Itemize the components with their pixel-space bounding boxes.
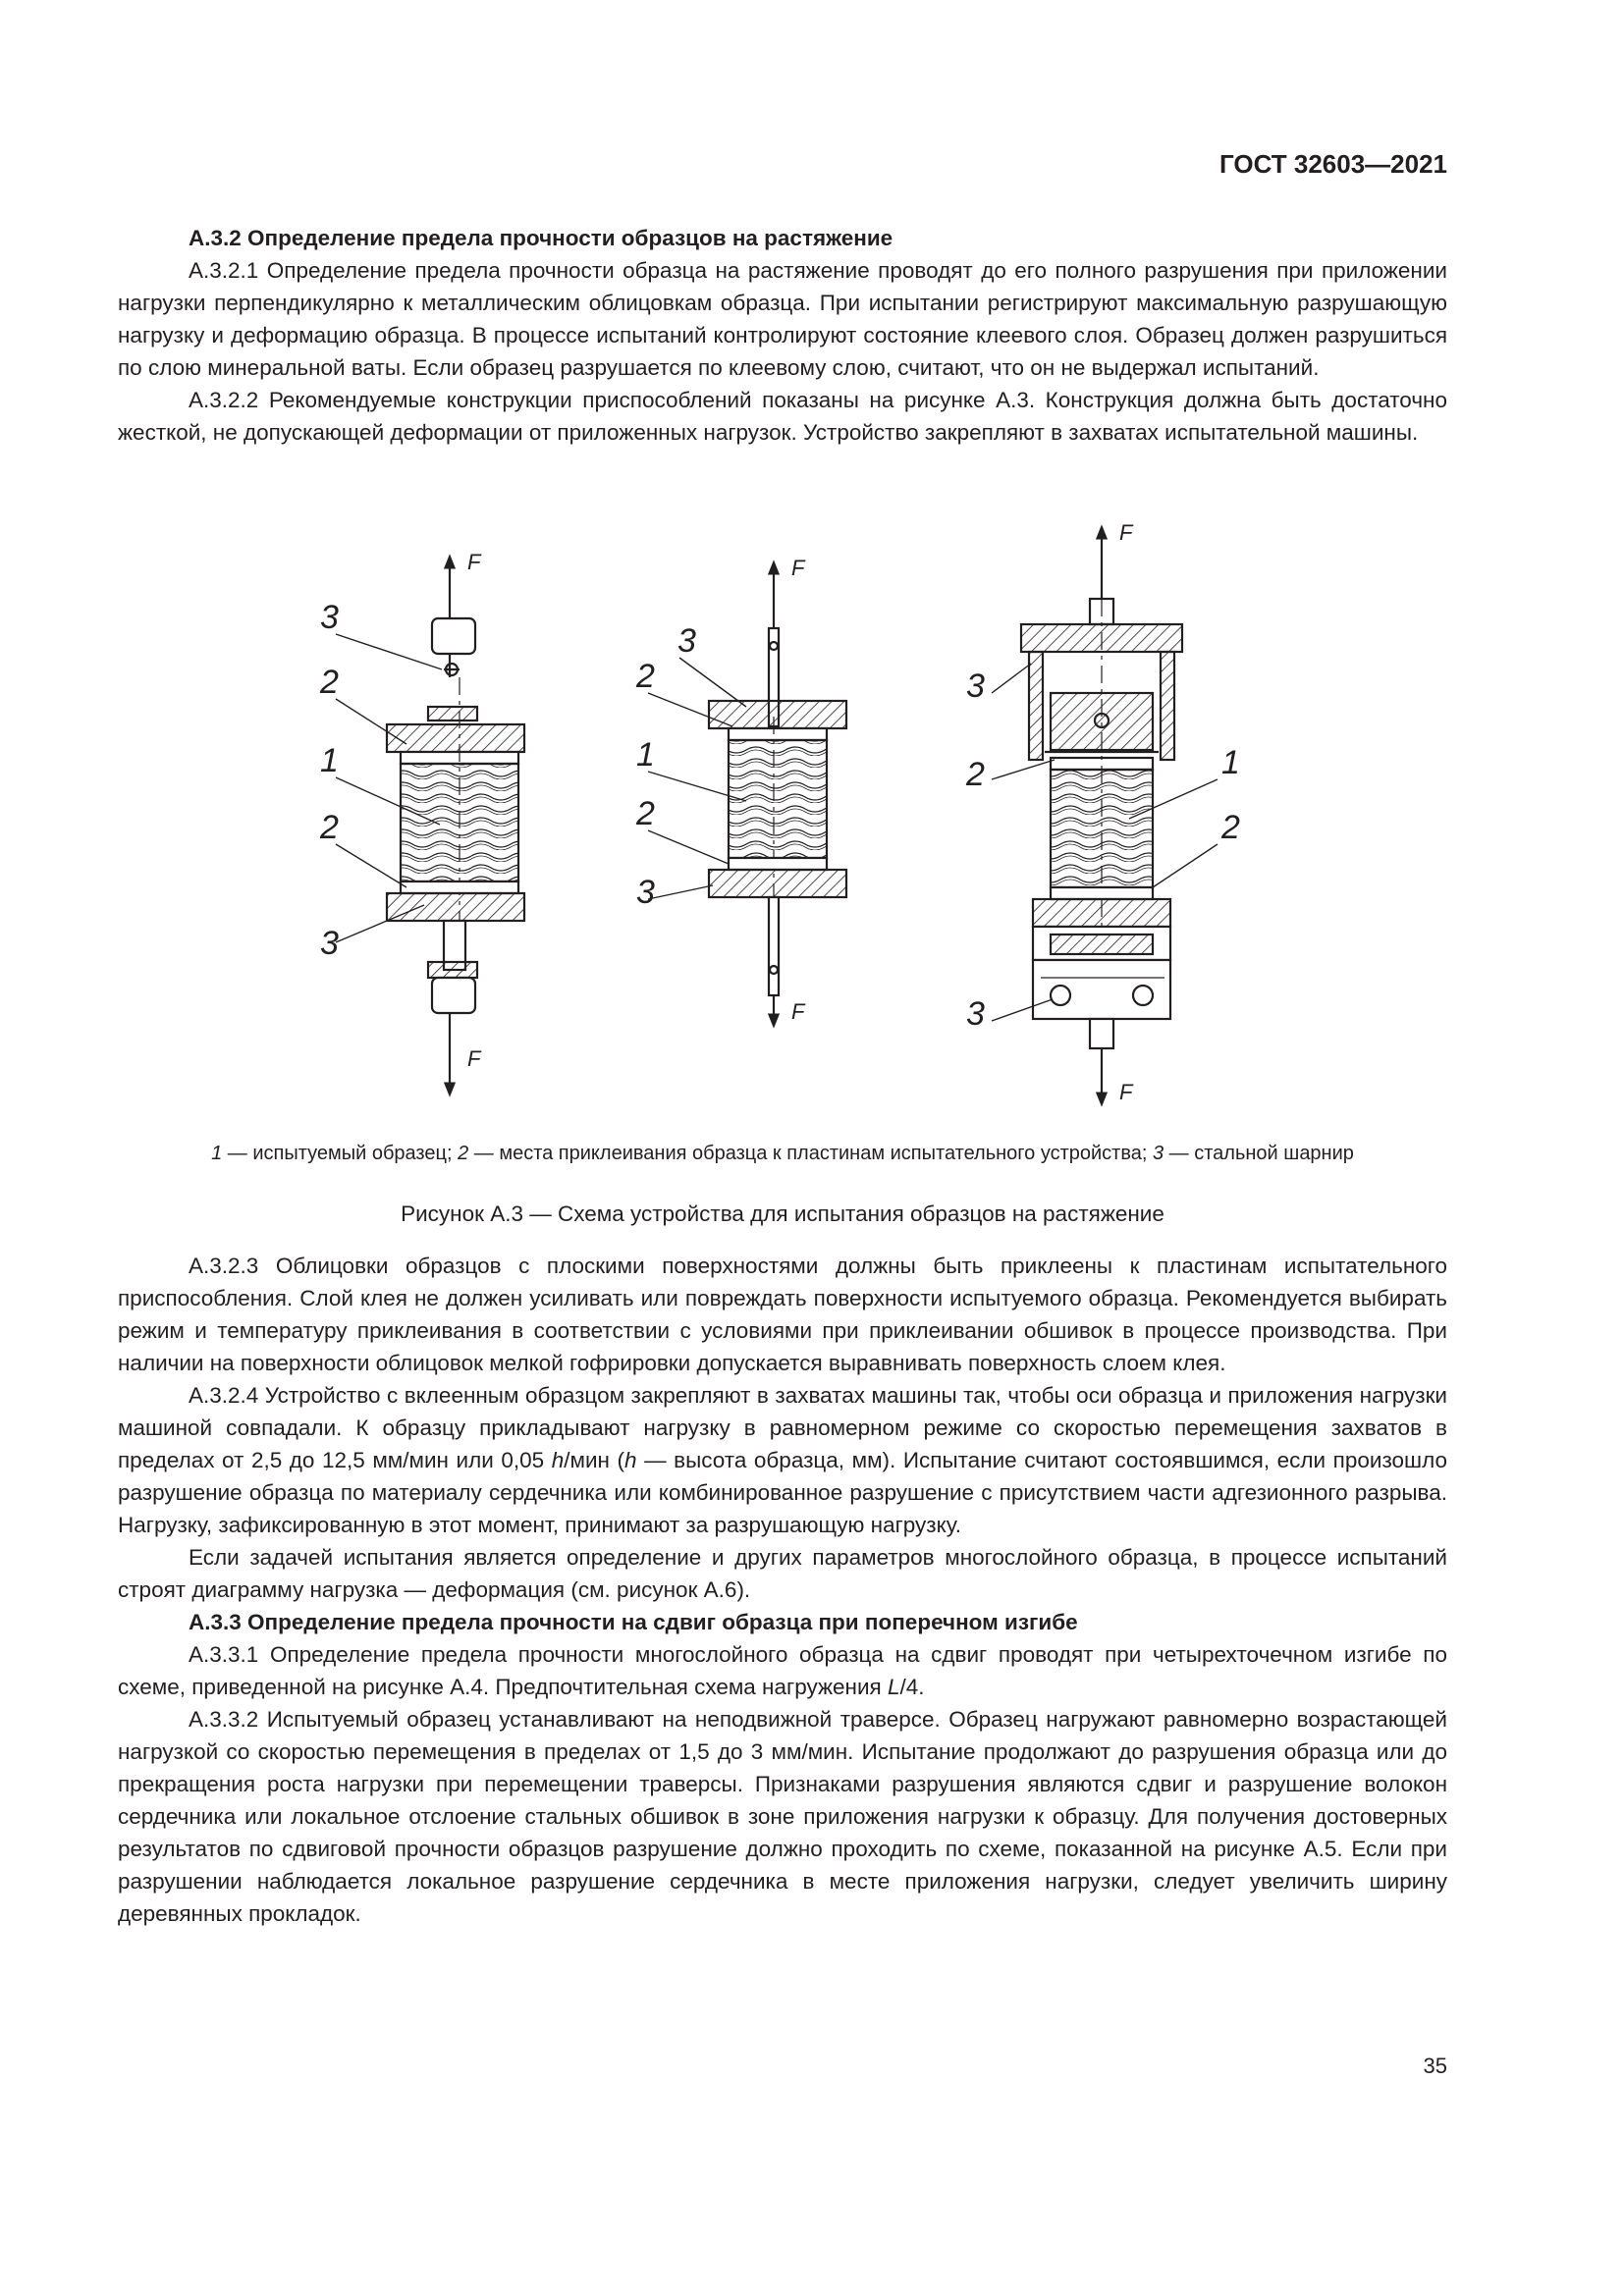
device-1 <box>387 561 524 1090</box>
callout-label: 2 <box>636 795 655 832</box>
callout-label: 2 <box>1221 809 1240 846</box>
section-a32 <box>118 222 1447 449</box>
device-3 <box>1021 532 1182 1099</box>
paragraph: А.3.3.1 Определение предела прочности многослойного образца на сдвиг проводят при четырехточечном изгибе по схеме, приведенной на рисунке А.4. Предпочтительная схема нагружения L/4. <box>118 1642 1447 1699</box>
callout-label: 3 <box>966 995 985 1033</box>
paragraph: А.3.2.3 Облицовки образцов с плоскими поверхностями должны быть приклеены к пластинам испытательного приспособления. Слой клея не должен усиливать или повреждать поверхности испытуемого образца. Рекомендуется выбирать режим и температуру приклеивания в соответствии с условиями при приклеивании обшивок в процессе производства. При наличии на поверхности облицовок мелкой гофрировки допускается выравнивать поверхность слоем клея. <box>118 1254 1447 1375</box>
figure-a3 <box>0 520 1624 1139</box>
force-label: F <box>791 999 805 1024</box>
callout-label: 3 <box>320 599 339 636</box>
force-label: F <box>791 556 805 580</box>
section-heading: А.3.3 Определение предела прочности на сдвиг образца при поперечном изгибе <box>189 1610 1078 1634</box>
force-label: F <box>1119 520 1133 545</box>
paragraph: А.3.2.2 Рекомендуемые конструкции приспособлений показаны на рисунке А.3. Конструкция должна быть достаточно жесткой, не допускающей деформации от приложенных нагрузок. Устройство закрепляют в захватах испытательной машины. <box>118 388 1447 445</box>
callout-label: 3 <box>677 622 696 660</box>
force-label: F <box>467 550 481 574</box>
section-continuation <box>118 1250 1447 1930</box>
force-label: F <box>467 1046 481 1071</box>
callout-label: 2 <box>320 809 339 846</box>
callout-label: 2 <box>636 658 655 695</box>
callout-label: 1 <box>636 736 655 774</box>
paragraph: А.3.2.1 Определение предела прочности образца на растяжение проводят до его полного разрушения при приложении нагрузки перпендикулярно к металлическим облицовкам образца. При испытании регистрируют максимальную разрушающую нагрузку и деформацию образца. В процессе испытаний контролируют состояние клеевого слоя. Образец должен разрушиться по слою минеральной ваты. Если образец разрушается по клеевому слою, считают, что он не выдержал испытаний. <box>118 258 1447 380</box>
callout-label: 1 <box>1221 744 1240 781</box>
section-heading: А.3.2 Определение предела прочности образцов на растяжение <box>189 226 893 250</box>
paragraph: А.3.2.4 Устройство с вклеенным образцом закрепляют в захватах машины так, чтобы оси образца и приложения нагрузки машиной совпадали. К образцу прикладывают нагрузку в равномерном режиме со скоростью перемещения захватов в пределах от 2,5 до 12,5 мм/мин или 0,05 h/мин (h — высота образца, мм). Испытание считают состоявшимся, если произошло разрушение образца по материалу сердечника или комбинированное разрушение с присутствием части адгезионного разрыва. Нагрузку, зафиксированную в этот момент, принимают за разрушающую нагрузку. <box>118 1383 1447 1537</box>
paragraph: А.3.3.2 Испытуемый образец устанавливают на неподвижной траверсе. Образец нагружают равномерно возрастающей нагрузкой со скоростью перемещения в пределах от 1,5 до 3 мм/мин. Испытание продолжают до разрушения образца или до прекращения роста нагрузки при перемещении траверсы. Признаками разрушения являются сдвиг и разрушение волокон сердечника или локальное отслоение стальных обшивок в зоне приложения нагрузки к образцу. Для получения достоверных результатов по сдвиговой прочности образцов разрушение должно проходить по схеме, показанной на рисунке А.5. Если при разрушении наблюдается локальное разрушение сердечника в месте приложения нагрузки, следует увеличить ширину деревянных прокладок. <box>118 1707 1447 1926</box>
callout-label: 2 <box>966 756 985 793</box>
figure-legend: 1 — испытуемый образец; 2 — места приклеивания образца к пластинам испытательного устройства; 3 — стальной шарнир <box>211 1143 1354 1164</box>
document-header: ГОСТ 32603—2021 <box>1219 149 1447 179</box>
force-label: F <box>1119 1080 1133 1104</box>
callout-label: 3 <box>966 667 985 705</box>
page-number: 35 <box>1423 2054 1447 2078</box>
callout-label: 3 <box>320 925 339 962</box>
figure-caption: Рисунок А.3 — Схема устройства для испытания образцов на растяжение <box>401 1201 1164 1226</box>
callout-label: 1 <box>320 742 339 779</box>
paragraph: Если задачей испытания является определение и других параметров многослойного образца, в процессе испытаний строят диаграмму нагрузка — деформация (см. рисунок А.6). <box>118 1545 1447 1602</box>
callout-label: 2 <box>320 664 339 701</box>
device-2 <box>709 567 846 1021</box>
callout-label: 3 <box>636 874 655 911</box>
